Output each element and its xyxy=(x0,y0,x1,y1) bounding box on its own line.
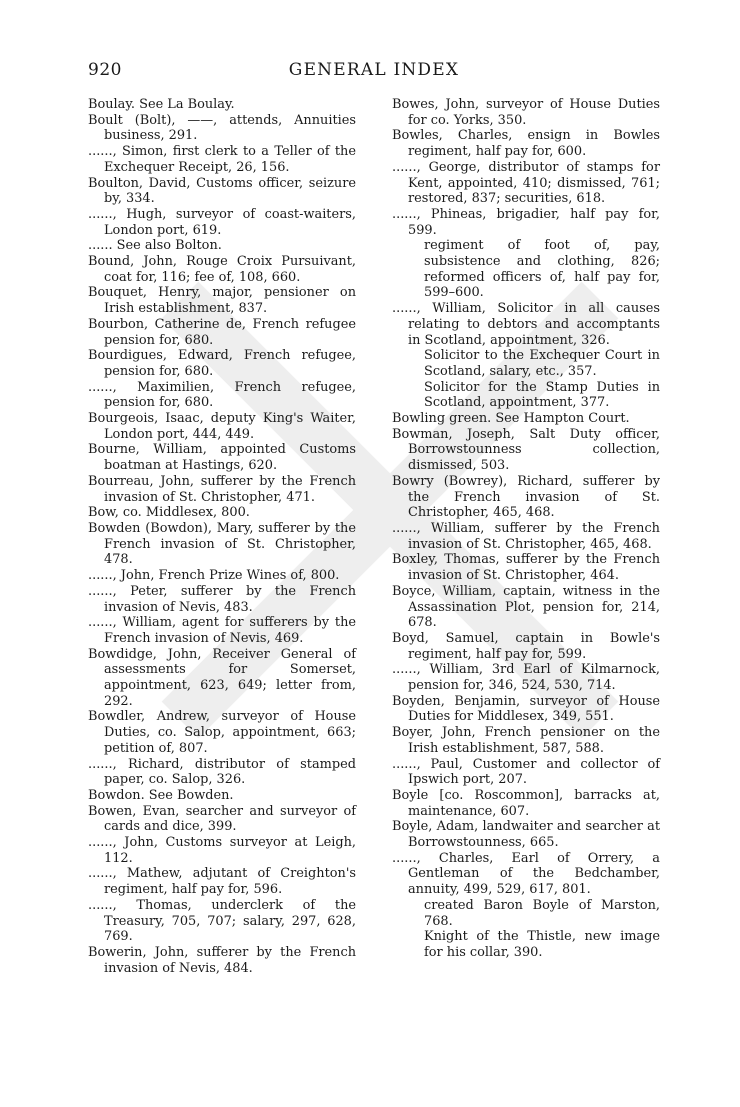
index-entry: Bourdigues, Edward, French refugee, pension for, 680. xyxy=(88,348,356,379)
index-entry: Bowdon. See Bowden. xyxy=(88,787,234,803)
index-entry: Boyden, Benjamin, surveyor of House Duties for Middlesex, 349, 551. xyxy=(392,693,660,725)
index-entry: Bowdler, Andrew, surveyor of House Duties, co. Salop, appointment, 663; petition of, 807. xyxy=(88,709,356,756)
index-entry: Bowerin, John, sufferer by the French invasion of Nevis, 484. xyxy=(88,944,356,976)
index-entry: ......, Peter, sufferer by the French invasion of Nevis, 483. xyxy=(88,583,356,615)
index-entry: Bourreau, John, sufferer by the French invasion of St. Christopher, 471. xyxy=(88,473,356,505)
index-entry: ......, Simon, first clerk to a Teller of the Exchequer Receipt, 26, 156. xyxy=(88,144,356,175)
index-entry: ......, Charles, Earl of Orrery, a Gentleman of the Bedchamber, annuity, 499, 529, 617, 801. xyxy=(392,850,660,898)
index-entry: Boulton, David, Customs officer, seizure by, 334. xyxy=(88,175,356,207)
index-entry: ......, William, Solicitor in all causes relating to debtors and accomptants in Scotland, appointment, 326. xyxy=(392,301,660,348)
index-entry: Bound, John, Rouge Croix Pursuivant, coat for, 116; fee of, 108, 660. xyxy=(88,254,356,285)
index-column-right xyxy=(392,97,660,961)
index-entry: ......, Richard, distributor of stamped paper, co. Salop, 326. xyxy=(88,756,356,788)
index-entry: Bourne, William, appointed Customs boatman at Hastings, 620. xyxy=(88,442,356,474)
index-entry: ......, Paul, Customer and collector of Ipswich port, 207. xyxy=(392,756,660,788)
index-subentry: Solicitor to the Exchequer Court in Scotland, salary, etc., 357. xyxy=(424,348,660,379)
index-entry: ......, John, Customs surveyor at Leigh, 112. xyxy=(88,835,356,866)
index-entry: Bowry (Bowrey), Richard, sufferer by the French invasion of St. Christopher, 465, 468. xyxy=(392,473,660,521)
index-entry: Boyce, William, captain, witness in the Assassination Plot, pension for, 214, 678. xyxy=(392,583,660,631)
index-entry: ......, Mathew, adjutant of Creighton's regiment, half pay for, 596. xyxy=(88,866,356,898)
index-entry: ......, Maximilien, French refugee, pension for, 680. xyxy=(88,379,356,411)
index-entry: Bowes, John, surveyor of House Duties for co. Yorks, 350. xyxy=(392,97,660,128)
index-subentry: created Baron Boyle of Marston, 768. xyxy=(424,897,660,929)
running-head-title: GENERAL INDEX xyxy=(288,60,460,80)
index-entry: Boulay. See La Boulay. xyxy=(88,97,235,112)
index-entry: ......, William, agent for sufferers by the French invasion of Nevis, 469. xyxy=(88,615,356,646)
index-entry: Boult (Bolt), ——, attends, Annuities business, 291. xyxy=(88,112,356,144)
index-entry: ......, Phineas, brigadier, half pay for, 599. xyxy=(392,206,660,238)
index-entry: Bowen, Evan, searcher and surveyor of cards and dice, 399. xyxy=(88,803,356,835)
index-subentry: Solicitor for the Stamp Duties in Scotland, appointment, 377. xyxy=(424,379,660,411)
page-number: 920 xyxy=(88,60,122,80)
index-entry: Bowman, Joseph, Salt Duty officer, Borrowstounness collection, dismissed, 503. xyxy=(392,426,660,474)
index-entry: Bowden (Bowdon), Mary, sufferer by the French invasion of St. Christopher, 478. xyxy=(88,520,356,568)
index-entry: Bowdidge, John, Receiver General of assessments for Somerset, appointment, 623, 649; letter from, 292. xyxy=(88,646,356,709)
index-entry: Boyle [co. Roscommon], barracks at, maintenance, 607. xyxy=(392,787,660,819)
index-entry: ......, Thomas, underclerk of the Treasury, 705, 707; salary, 297, 628, 769. xyxy=(88,897,356,945)
index-entry: Bourbon, Catherine de, French refugee pension for, 680. xyxy=(88,316,356,348)
index-entry: Bouquet, Henry, major, pensioner on Irish establishment, 837. xyxy=(88,285,356,317)
index-column-left xyxy=(88,97,356,976)
index-subentry: Knight of the Thistle, new image for his collar, 390. xyxy=(424,929,660,960)
index-subentry: regiment of foot of, pay, subsistence and clothing, 826; reformed officers of, half pay for, 599–600. xyxy=(424,238,660,301)
index-entry: ......, William, sufferer by the French invasion of St. Christopher, 465, 468. xyxy=(392,520,660,552)
index-entry: Boxley, Thomas, sufferer by the French invasion of St. Christopher, 464. xyxy=(392,552,660,584)
index-entry: ...... See also Bolton. xyxy=(88,238,222,254)
index-entry: Bow, co. Middlesex, 800. xyxy=(88,505,250,521)
index-entry: ......, George, distributor of stamps for Kent, appointed, 410; dismissed, 761; restored, 837; securities, 618. xyxy=(392,159,660,207)
index-entry: ......, John, French Prize Wines of, 800. xyxy=(88,568,340,584)
index-entry: Boyle, Adam, landwaiter and searcher at Borrowstounness, 665. xyxy=(392,819,660,851)
index-entry: Bowling green. See Hampton Court. xyxy=(392,411,630,427)
index-entry: Boyer, John, French pensioner on the Irish establishment, 587, 588. xyxy=(392,725,660,756)
index-entry: Bourgeois, Isaac, deputy King's Waiter, London port, 444, 449. xyxy=(88,411,356,442)
page-header xyxy=(88,60,660,84)
index-entry: Boyd, Samuel, captain in Bowle's regiment, half pay for, 599. xyxy=(392,630,660,662)
index-entry: ......, William, 3rd Earl of Kilmarnock, pension for, 346, 524, 530, 714. xyxy=(392,662,660,694)
index-entry: Bowles, Charles, ensign in Bowles regiment, half pay for, 600. xyxy=(392,128,660,160)
index-entry: ......, Hugh, surveyor of coast-waiters, London port, 619. xyxy=(88,206,356,238)
